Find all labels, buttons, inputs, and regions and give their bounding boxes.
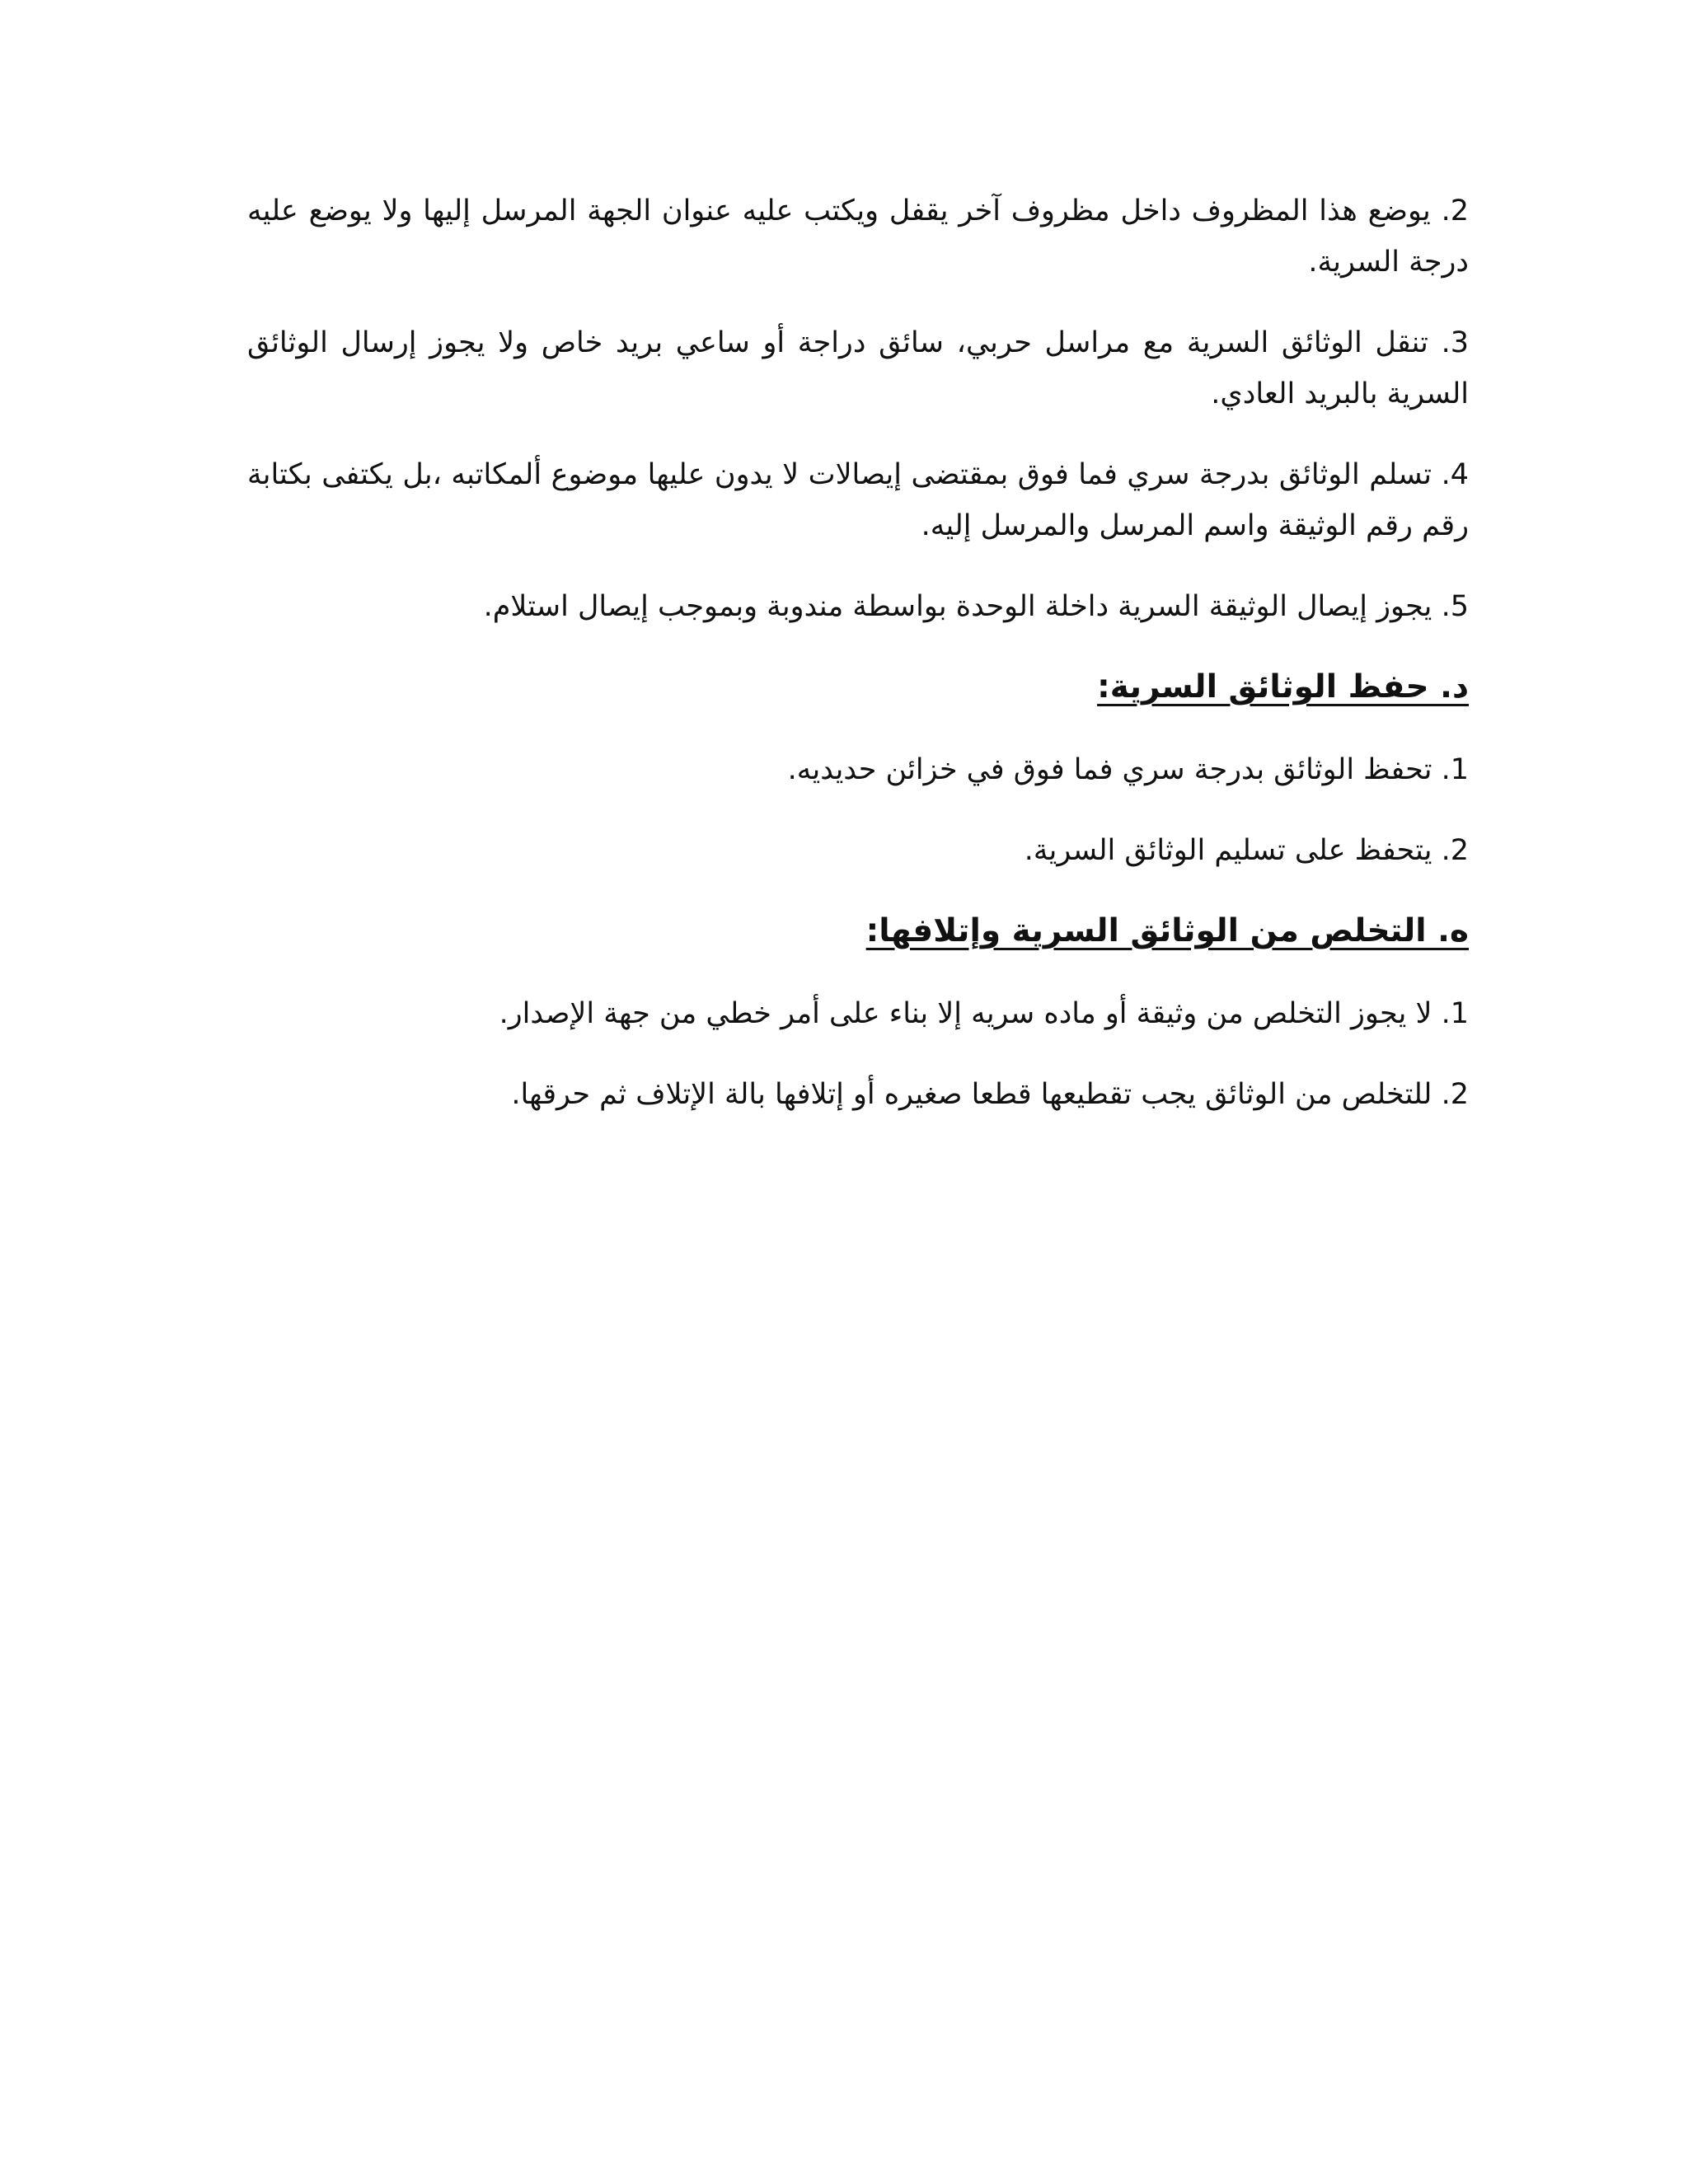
section-heading-disposal: ه. التخلص من الوثائق السرية وإتلافها:	[865, 912, 1469, 949]
item-number: 1.	[1441, 753, 1469, 786]
item-text: تحفظ الوثائق بدرجة سري فما فوق في خزائن حديديه.	[787, 753, 1432, 786]
paragraph-text: تسلم الوثائق بدرجة سري فما فوق بمقتضى إيصالات لا يدون عليها موضوع ألمكاتبه ،بل يكتفى بكتابة رقم رقم الوثيقة واسم المرسل والمرسل إليه.	[247, 458, 1469, 542]
paragraph-text: يجوز إيصال الوثيقة السرية داخلة الوحدة بواسطة مندوبة وبموجب إيصال استلام.	[483, 590, 1432, 623]
item-number: 1.	[1441, 997, 1469, 1030]
document-body	[247, 185, 1469, 1150]
paragraph-number: 3.	[1441, 326, 1469, 359]
item-text: لا يجوز التخلص من وثيقة أو ماده سريه إلا بناء على أمر خطي من جهة الإصدار.	[499, 997, 1432, 1030]
paragraph-text: تنقل الوثائق السرية مع مراسل حربي، سائق دراجة أو ساعي بريد خاص ولا يجوز إرسال الوثائق السرية بالبريد العادي.	[247, 326, 1469, 410]
disposal-item-2	[247, 1069, 1469, 1120]
item-number: 2.	[1441, 1078, 1469, 1111]
paragraph-number: 5.	[1441, 590, 1469, 623]
storage-item-2	[247, 825, 1469, 876]
disposal-item-1	[247, 988, 1469, 1039]
paragraph-number: 4.	[1441, 458, 1469, 491]
section-heading-storage: د. حفظ الوثائق السرية:	[1097, 668, 1469, 705]
paragraph-number: 2.	[1441, 194, 1469, 227]
paragraph-2	[247, 185, 1469, 288]
item-text: يتحفظ على تسليم الوثائق السرية.	[1024, 834, 1432, 867]
paragraph-5	[247, 581, 1469, 632]
storage-item-1	[247, 744, 1469, 795]
paragraph-4	[247, 449, 1469, 551]
item-number: 2.	[1441, 834, 1469, 867]
item-text: للتخلص من الوثائق يجب تقطيعها قطعا صغيره أو إتلافها بالة الإتلاف ثم حرقها.	[511, 1078, 1432, 1111]
paragraph-3	[247, 317, 1469, 419]
paragraph-text: يوضع هذا المظروف داخل مظروف آخر يقفل ويكتب عليه عنوان الجهة المرسل إليها ولا يوضع عليه درجة السرية.	[247, 194, 1469, 279]
